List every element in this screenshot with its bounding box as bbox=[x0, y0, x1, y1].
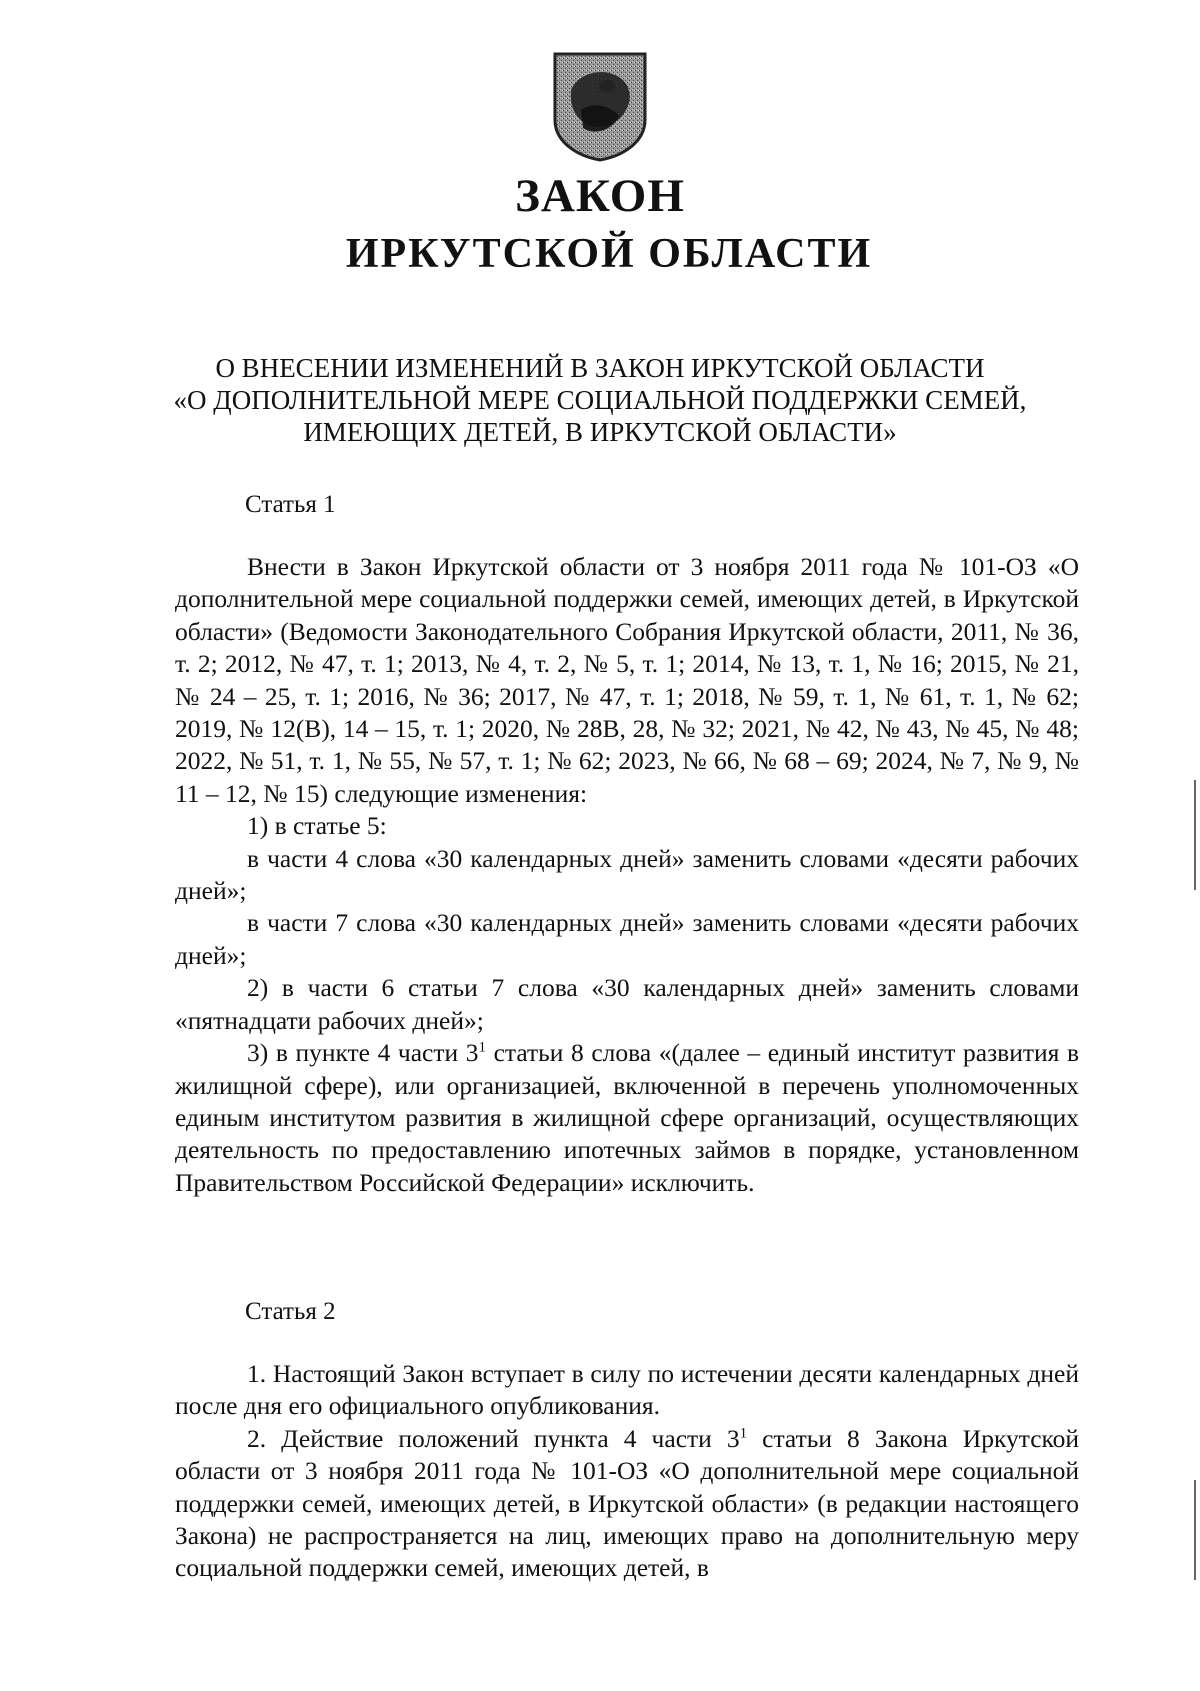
coat-of-arms-emblem bbox=[551, 50, 649, 162]
paragraph-2-text-end: статьи 8 Закона Иркутской области от 3 ноября 2011 года № 101-ОЗ «О дополнительной мере социальной поддержки семей, имеющих детей, в Иркутской области» (в редакции настоящего Закона) не распространяется на лиц, имеющих право на дополнительную меру социальной поддержки семей, имеющих детей, в bbox=[175, 1423, 1080, 1583]
article-1-body bbox=[175, 551, 1079, 1199]
article-1-item-1a: в части 4 слова «30 календарных дней» заменить словами «десяти рабочих дней»; bbox=[175, 843, 1079, 906]
article-1-item-1: 1) в статье 5: bbox=[247, 811, 387, 841]
subject-line-2: «О ДОПОЛНИТЕЛЬНОЙ МЕРЕ СОЦИАЛЬНОЙ ПОДДЕРЖКИ СЕМЕЙ, bbox=[173, 385, 1027, 415]
subject-line-1: О ВНЕСЕНИИ ИЗМЕНЕНИЙ В ЗАКОН ИРКУТСКОЙ ОБЛАСТИ bbox=[215, 353, 985, 383]
article-1-item-3 bbox=[175, 1037, 1079, 1199]
paragraph-2-superscript: 1 bbox=[739, 1425, 748, 1442]
scan-edge-mark bbox=[1194, 1480, 1196, 1580]
article-2-heading: Статья 2 bbox=[245, 1298, 336, 1325]
document-title: ЗАКОН bbox=[515, 170, 685, 222]
article-2-body bbox=[175, 1358, 1079, 1585]
article-1-item-1b: в части 7 слова «30 календарных дней» заменить словами «десяти рабочих дней»; bbox=[175, 908, 1079, 970]
article-2-paragraph-1: 1. Настоящий Закон вступает в силу по истечении десяти календарных дней после дня его официального опубликования. bbox=[175, 1359, 1079, 1421]
item-3-text-end: статьи 8 слова «(далее – единый институт развития в жилищной сфере), или организацией, включенной в перечень уполномоченных единым институтом развития в жилищной сфере организаций, осуществляющих деятельность по предоставлению ипотечных займов в порядке, установленном Правительством Российской Федерации» исключить. bbox=[175, 1038, 1079, 1197]
article-1-intro: Внести в Закон Иркутской области от 3 ноября 2011 года № 101-ОЗ «О дополнительной мере социальной поддержки семей, имеющих детей, в Иркутской области» (Ведомости Законодательного Собрания Иркутской области, 2011, № 36, т. 2; 2012, № 47, т. 1; 2013, № 4, т. 2, № 5, т. 1; 2014, № 13, т. 1, № 16; 2015, № 21, № 24 – 25, т. 1; 2016, № 36; 2017, № 47, т. 1; 2018, № 59, т. 1, № 61, т. 1, № 62; 2019, № 12(В), 14 – 15, т. 1; 2020, № 28В, 28, № 32; 2021, № 42, № 43, № 45, № 48; 2022, № 51, т. 1, № 55, № 57, т. 1; № 62; 2023, № 66, № 68 – 69; 2024, № 7, № 9, № 11 – 12, № 15) следующие изменения: bbox=[175, 552, 1079, 808]
document-subtitle: ИРКУТСКОЙ ОБЛАСТИ bbox=[345, 231, 873, 277]
law-subject-heading bbox=[160, 352, 1040, 448]
item-3-superscript: 1 bbox=[478, 1039, 486, 1056]
article-1-item-2: 2) в части 6 статьи 7 слова «30 календарных дней» заменить словами «пятнадцати рабочих дней»; bbox=[175, 973, 1079, 1035]
paragraph-2-text-start: 2. Действие положений пункта 4 части 3 bbox=[247, 1423, 740, 1453]
subject-line-3: ИМЕЮЩИХ ДЕТЕЙ, В ИРКУТСКОЙ ОБЛАСТИ» bbox=[303, 417, 897, 447]
scan-edge-mark bbox=[1194, 780, 1196, 890]
item-3-text-start: 3) в пункте 4 части 3 bbox=[247, 1038, 479, 1068]
article-2-paragraph-2 bbox=[175, 1423, 1079, 1585]
article-1-heading: Статья 1 bbox=[245, 491, 336, 518]
